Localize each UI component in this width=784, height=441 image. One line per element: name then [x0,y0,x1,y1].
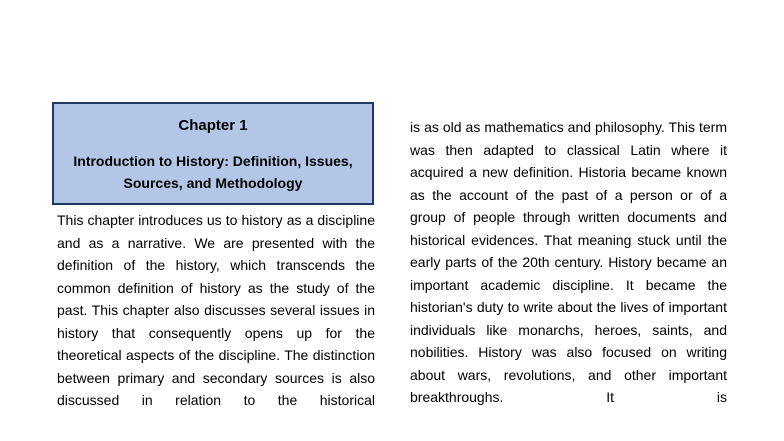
left-column [57,209,375,412]
chapter-heading-box [52,102,374,205]
left-column-text: This chapter introduces us to history as a discipline and as a narrative. We are presented with the definition of the history, which transcends the common definition of history as the study of the past. This chapter also discusses several issues in history that consequently opens up for the theoretical aspects of the discipline. The distinction between primary and secondary sources is also discussed in relation to the historical [57,212,375,408]
right-column [410,116,727,409]
chapter-number: Chapter 1 [178,117,248,134]
right-column-text: is as old as mathematics and philosophy. This term was then adapted to classical Latin where it acquired a new definition. Historia became known as the account of the past of a person or of a group of people through written documents and historical evidences. That meaning stuck until the early parts of the 20th century. History became an important academic discipline. It became the historian's duty to write about the lives of important individuals like monarchs, heroes, saints, and nobilities. History was also focused on writing about wars, revolutions, and other important breakthroughs. It is [410,119,727,405]
chapter-title: Introduction to History: Definition, Issues, Sources, and Methodology [73,153,353,191]
